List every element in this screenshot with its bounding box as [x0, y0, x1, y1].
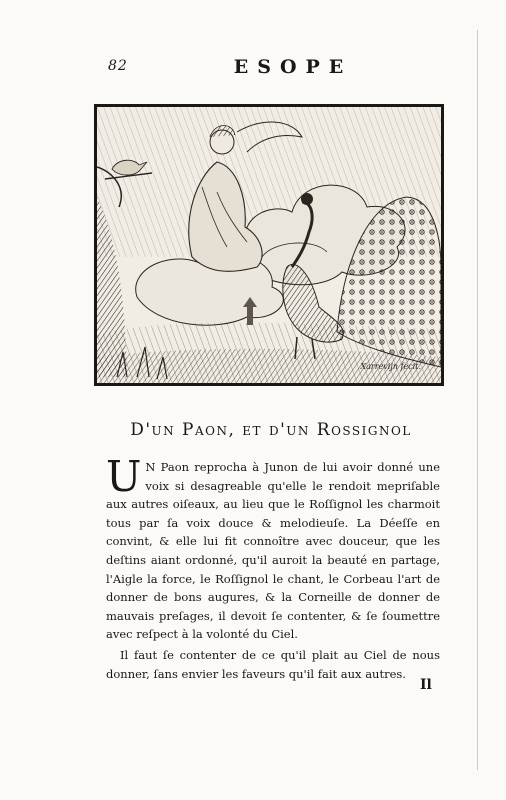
fable-moral: Il faut ſe contenter de ce qu'il plait au Ciel de nous donner, ſans envier les faveurs qu'il fait aux autres.	[106, 647, 440, 681]
engraver-signature: Xarrevijn fecit.	[360, 362, 421, 371]
engraving-drawing	[97, 107, 441, 383]
fable-paragraph	[106, 452, 440, 644]
catchword: Il	[420, 677, 432, 693]
running-title: ESOPE	[233, 56, 353, 78]
drop-cap-initial: U	[106, 452, 142, 501]
page-header	[108, 58, 438, 82]
fable-text	[106, 452, 440, 683]
fable-title: D'un Paon, et d'un Rossignol	[130, 420, 412, 440]
page-number: 82	[108, 58, 128, 74]
fable-body-text: N Paon reprocha à Junon de lui avoir donné une voix si desagreable qu'elle le rendoit mepriſable aux autres oiſeaux, au lieu que le Roſſignol les charmoit tous par ſa voix douce & melodieuſe. La Déeſſe en convint, & elle lui fit connoître avec douceur, que les deſtins aiant ordonné, qu'il auroit la beauté en partage, l'Aigle la force, le Roſſignol le chant, le Corbeau l'art de donner de bons augures, & la Corneille de donner de mauvais preſages, il devoit ſe contenter, & ſe ſoumettre avec reſpect à la volonté du Ciel.	[106, 460, 440, 642]
page-edge	[477, 30, 478, 770]
engraving-illustration	[94, 104, 444, 386]
